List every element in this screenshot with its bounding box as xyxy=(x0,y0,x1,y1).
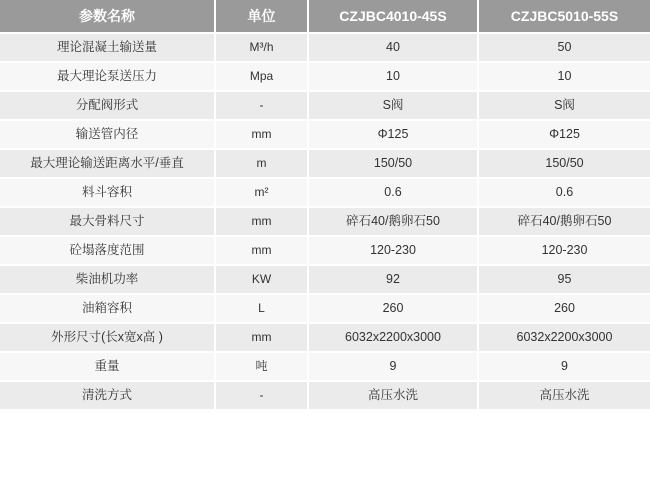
row-value-model-2: 260 xyxy=(478,294,650,323)
row-parameter-name: 最大骨料尺寸 xyxy=(0,207,215,236)
row-value-model-2: 高压水洗 xyxy=(478,381,650,410)
table-row xyxy=(0,265,650,294)
row-value-model-2: 150/50 xyxy=(478,149,650,178)
row-value-model-2: 10 xyxy=(478,62,650,91)
row-value-model-1: Φ125 xyxy=(308,120,478,149)
table-row xyxy=(0,294,650,323)
row-unit: KW xyxy=(215,265,308,294)
row-parameter-name: 重量 xyxy=(0,352,215,381)
row-unit: M³/h xyxy=(215,33,308,62)
row-unit: Mpa xyxy=(215,62,308,91)
table-row xyxy=(0,178,650,207)
row-parameter-name: 料斗容积 xyxy=(0,178,215,207)
row-value-model-2: 0.6 xyxy=(478,178,650,207)
row-value-model-1: 0.6 xyxy=(308,178,478,207)
header-model-1: CZJBC4010-45S xyxy=(308,0,478,33)
table-row xyxy=(0,120,650,149)
table-row xyxy=(0,33,650,62)
row-value-model-2: 120-230 xyxy=(478,236,650,265)
table-body xyxy=(0,33,650,410)
row-parameter-name: 理论混凝土输送量 xyxy=(0,33,215,62)
row-value-model-1: 260 xyxy=(308,294,478,323)
row-unit: L xyxy=(215,294,308,323)
row-value-model-1: 120-230 xyxy=(308,236,478,265)
row-value-model-2: 9 xyxy=(478,352,650,381)
row-unit: mm xyxy=(215,323,308,352)
row-parameter-name: 清洗方式 xyxy=(0,381,215,410)
row-unit: - xyxy=(215,91,308,120)
table-row xyxy=(0,207,650,236)
row-value-model-1: 40 xyxy=(308,33,478,62)
row-value-model-2: 碎石40/鹅卵石50 xyxy=(478,207,650,236)
table-row xyxy=(0,62,650,91)
header-parameter-name: 参数名称 xyxy=(0,0,215,33)
row-unit: mm xyxy=(215,207,308,236)
table-row xyxy=(0,91,650,120)
row-value-model-1: 92 xyxy=(308,265,478,294)
row-unit: mm xyxy=(215,236,308,265)
row-value-model-2: S阀 xyxy=(478,91,650,120)
header-model-2: CZJBC5010-55S xyxy=(478,0,650,33)
row-unit: m xyxy=(215,149,308,178)
header-unit: 单位 xyxy=(215,0,308,33)
row-parameter-name: 分配阀形式 xyxy=(0,91,215,120)
row-value-model-1: 高压水洗 xyxy=(308,381,478,410)
row-parameter-name: 最大理论泵送压力 xyxy=(0,62,215,91)
page-bottom-whitespace xyxy=(0,411,650,491)
row-value-model-1: S阀 xyxy=(308,91,478,120)
table-row xyxy=(0,149,650,178)
row-parameter-name: 砼塌落度范围 xyxy=(0,236,215,265)
row-value-model-1: 9 xyxy=(308,352,478,381)
row-parameter-name: 柴油机功率 xyxy=(0,265,215,294)
row-parameter-name: 油箱容积 xyxy=(0,294,215,323)
row-value-model-1: 6032x2200x3000 xyxy=(308,323,478,352)
row-parameter-name: 外形尺寸(长x宽x高 ) xyxy=(0,323,215,352)
row-value-model-1: 10 xyxy=(308,62,478,91)
table-row xyxy=(0,323,650,352)
row-parameter-name: 输送管内径 xyxy=(0,120,215,149)
row-value-model-2: 95 xyxy=(478,265,650,294)
table-row xyxy=(0,352,650,381)
table-row xyxy=(0,381,650,410)
row-value-model-2: Φ125 xyxy=(478,120,650,149)
row-value-model-1: 150/50 xyxy=(308,149,478,178)
row-unit: 吨 xyxy=(215,352,308,381)
row-value-model-1: 碎石40/鹅卵石50 xyxy=(308,207,478,236)
row-unit: m² xyxy=(215,178,308,207)
row-parameter-name: 最大理论输送距离水平/垂直 xyxy=(0,149,215,178)
row-value-model-2: 50 xyxy=(478,33,650,62)
row-unit: - xyxy=(215,381,308,410)
row-unit: mm xyxy=(215,120,308,149)
table-header-row xyxy=(0,0,650,33)
table-row xyxy=(0,236,650,265)
row-value-model-2: 6032x2200x3000 xyxy=(478,323,650,352)
